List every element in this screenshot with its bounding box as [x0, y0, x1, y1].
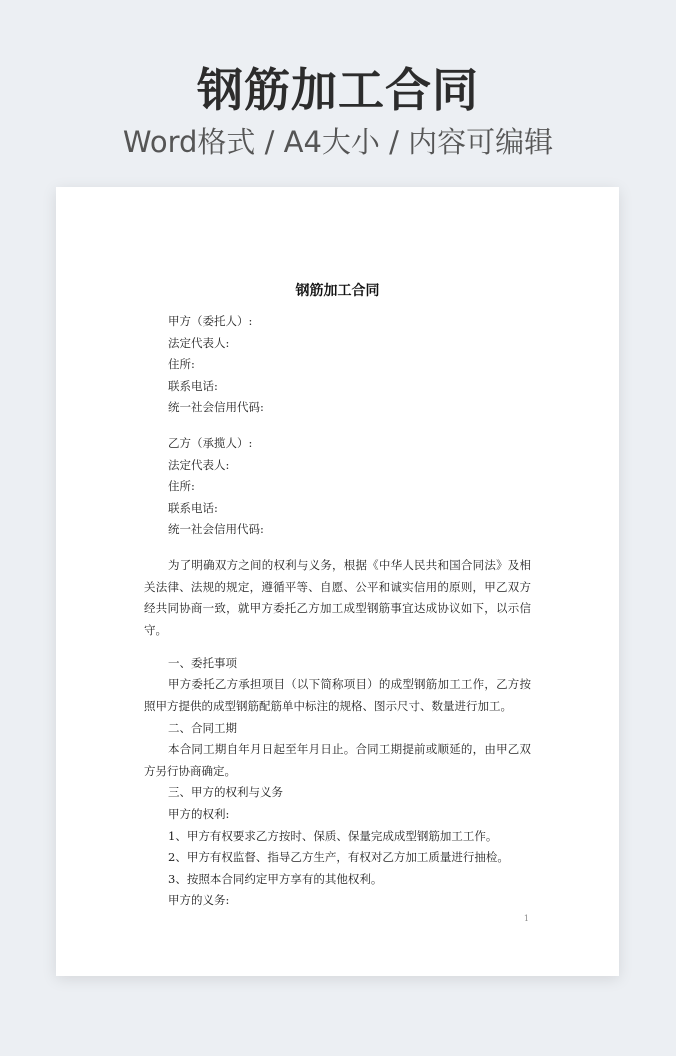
rights-item: 2、甲方有权监督、指导乙方生产，有权对乙方加工质量进行抽检。 [168, 850, 509, 865]
section-paragraph: 本合同工期自年月日起至年月日止。合同工期提前或顺延的，由甲乙双方另行协商确定。 [144, 742, 531, 778]
party-a-line: 联系电话: [168, 378, 218, 393]
rights-label: 甲方的权利: [168, 806, 230, 821]
section-1 [144, 653, 531, 718]
document-title: 钢筋加工合同 [295, 283, 380, 299]
party-b-block [144, 433, 531, 541]
section-heading: 三、甲方的权利与义务 [168, 785, 283, 800]
document-body [144, 277, 531, 912]
section-2 [144, 718, 531, 783]
party-a-line: 法定代表人: [168, 335, 230, 350]
party-a-line: 住所: [168, 357, 195, 372]
rights-item: 3、按照本合同约定甲方享有的其他权利。 [168, 871, 383, 886]
party-b-line: 住所: [168, 479, 195, 494]
document-page [56, 187, 619, 976]
party-a-block [144, 311, 531, 419]
section-paragraph: 甲方委托乙方承担项目（以下简称项目）的成型钢筋加工工作，乙方按照甲方提供的成型钢筋配筋单中标注的规格、图示尺寸、数量进行加工。 [144, 677, 531, 713]
intro-paragraph: 为了明确双方之间的权利与义务，根据《中华人民共和国合同法》及相关法律、法规的规定，遵循平等、自愿、公平和诚实信用的原则，甲乙双方经共同协商一致，就甲方委托乙方加工成型钢筋事宜达成协议如下，以示信守。 [144, 557, 531, 637]
party-a-line: 统一社会信用代码: [168, 400, 264, 415]
party-a-line: 甲方（委托人）: [168, 314, 253, 328]
duties-label: 甲方的义务: [168, 893, 230, 908]
page-number: 1 [523, 914, 529, 923]
party-b-line: 乙方（承揽人）: [168, 435, 253, 450]
party-b-line: 法定代表人: [168, 457, 230, 472]
banner-title: 钢筋加工合同 [197, 63, 479, 117]
banner-subtitle: Word格式 / A4大小 / 内容可编辑 [122, 125, 554, 159]
rights-item: 1、甲方有权要求乙方按时、保质、保量完成成型钢筋加工工作。 [168, 828, 498, 843]
section-3 [144, 782, 531, 912]
banner [0, 62, 676, 160]
section-heading: 二、合同工期 [168, 720, 237, 735]
party-b-line: 联系电话: [168, 500, 218, 515]
party-b-line: 统一社会信用代码: [168, 522, 264, 537]
section-heading: 一、委托事项 [168, 655, 237, 670]
